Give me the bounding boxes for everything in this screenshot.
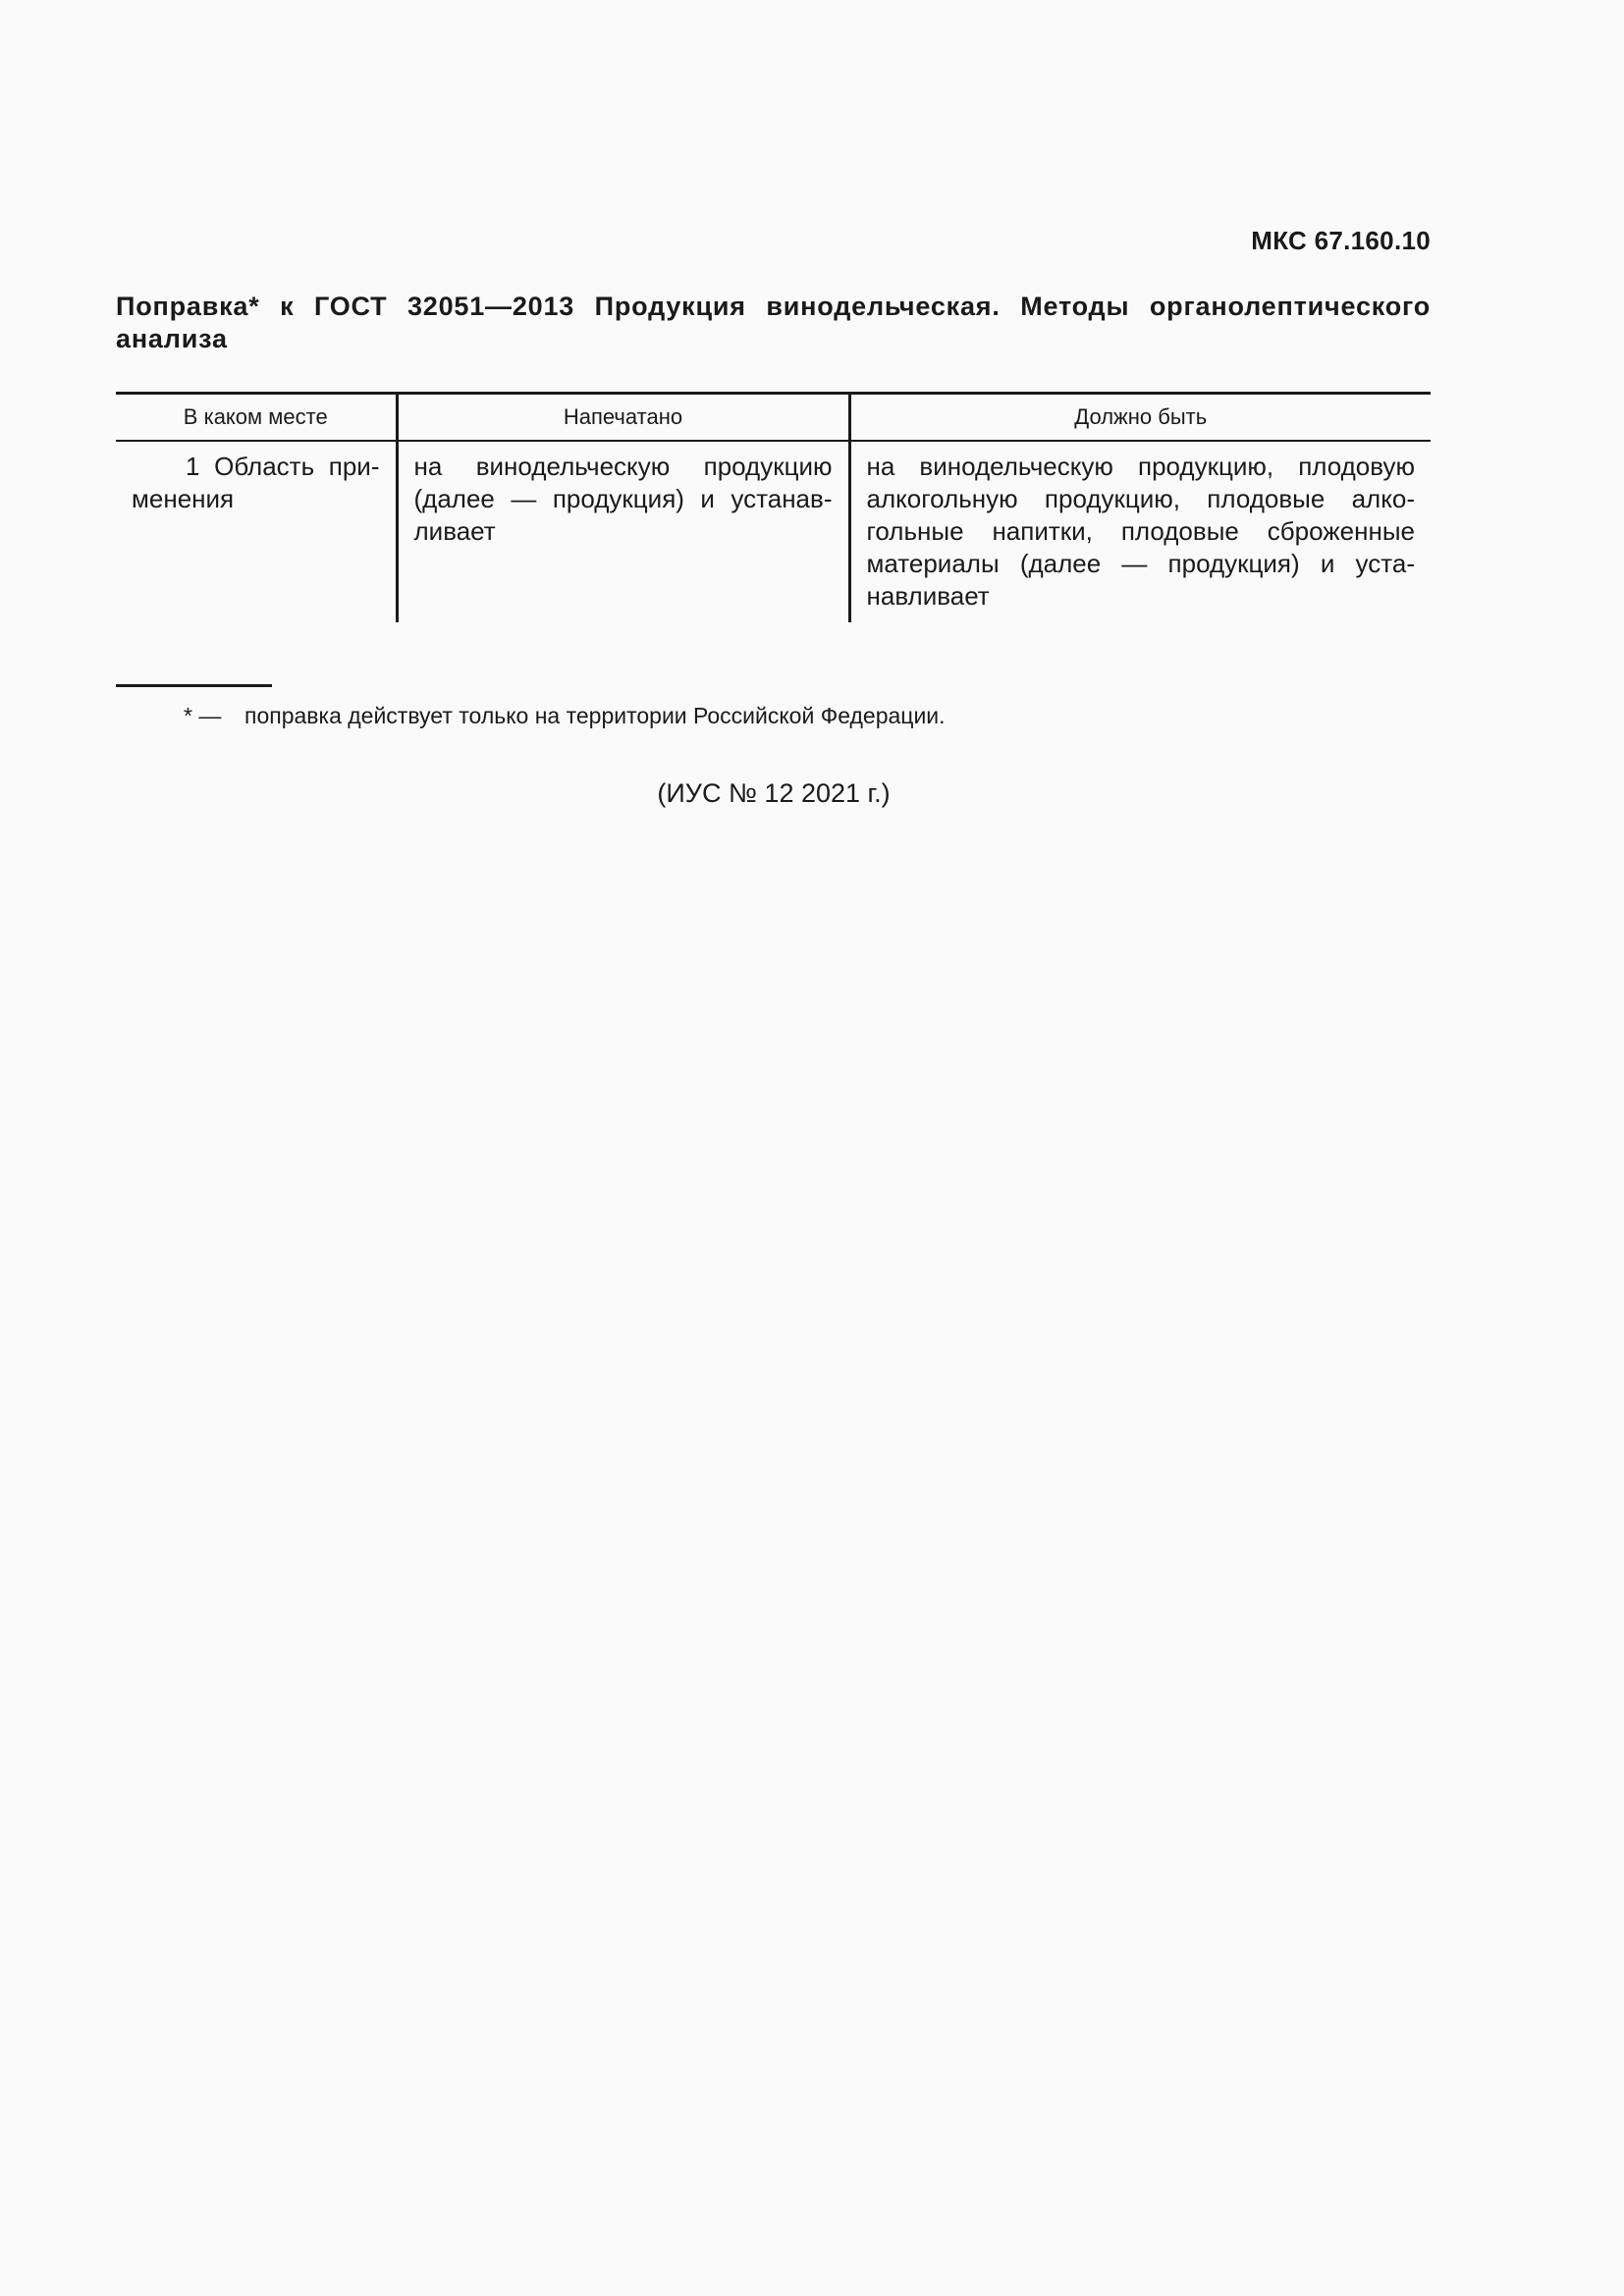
column-header-should-be: Должно быть — [849, 394, 1431, 442]
cell-printed: на винодельческую продукцию (далее — продукция) и устанавливает — [397, 441, 849, 622]
column-header-place: В каком месте — [116, 394, 397, 442]
cell-place: 1 Область применения — [116, 441, 397, 622]
mks-code: МКС 67.160.10 — [1251, 226, 1431, 255]
table-row — [116, 441, 1431, 622]
table-header-row — [116, 394, 1431, 442]
column-header-printed: Напечатано — [397, 394, 849, 442]
amendment-title: Поправка* к ГОСТ 32051—2013 Продукция винодельческая. Методы органолептического анализа — [116, 292, 1431, 353]
cell-should-be: на винодельческую продукцию, плодовую алкогольную продукцию, плодовые алкогольные напитки, плодовые сброженные материалы (далее — продукция) и устанавливает — [866, 452, 1415, 611]
footnote — [184, 701, 946, 730]
footnote-divider — [116, 684, 272, 687]
footnote-text: поправка действует только на территории Российской Федерации. — [244, 703, 946, 728]
source-reference: (ИУС № 12 2021 г.) — [657, 778, 891, 808]
footnote-mark: * — — [184, 703, 222, 728]
amendment-table — [116, 392, 1431, 622]
